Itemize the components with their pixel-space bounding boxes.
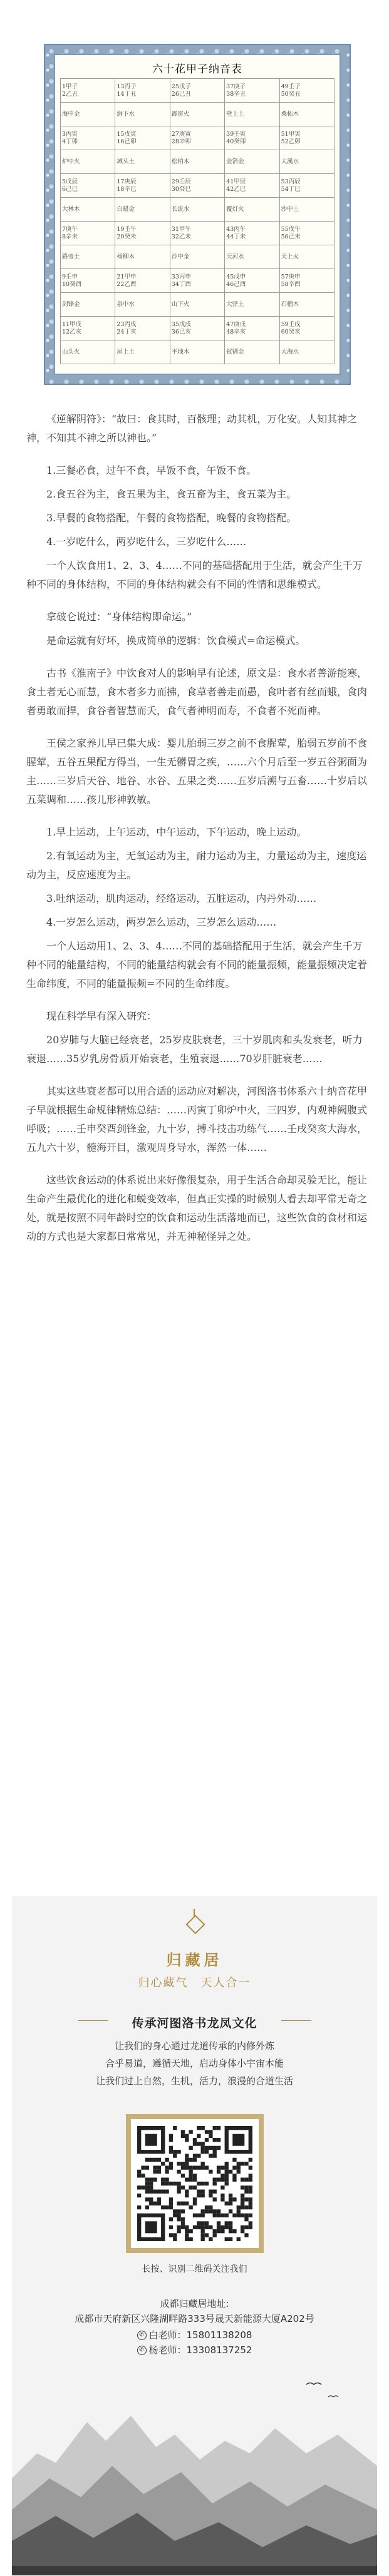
cell-text: 52乙卯 xyxy=(281,138,301,145)
promo-line: 让我们的身心通过龙道传承的内修外炼 xyxy=(114,2040,274,2052)
paragraph: 4.一岁吃什么，两岁吃什么，三岁吃什么…… xyxy=(46,536,247,548)
table-cell xyxy=(170,269,224,293)
brand-logo-icon xyxy=(181,1909,207,1936)
cell-text: 覆灯火 xyxy=(226,205,244,213)
cell-text: 18辛巳 xyxy=(117,185,137,193)
cell-text: 白蜡金 xyxy=(117,205,135,213)
cell-text: 36己亥 xyxy=(171,328,191,335)
paragraph: 1.三餐必食，过午不食，早饭不食，午饭不食。 xyxy=(46,464,257,476)
table-row xyxy=(61,293,335,317)
cell-text: 16己卯 xyxy=(117,138,137,145)
paragraph: 拿破仑说过：“身体结构即命运。” xyxy=(46,611,192,623)
promo-headline: 传承河图洛书龙凤文化 xyxy=(132,2016,257,2030)
cell-text: 海中金 xyxy=(62,110,80,118)
table-cell xyxy=(170,245,224,269)
cell-text: 大溪水 xyxy=(281,158,299,165)
cell-text: 7庚午 xyxy=(62,225,78,233)
paragraph: 2.有氧运动为主，无氧运动为主，耐力运动为主，力量运动为主，速度运动为主，反应速度为主。 xyxy=(26,850,367,881)
nayin-table xyxy=(60,78,335,364)
table-cell xyxy=(170,317,224,340)
table-cell xyxy=(61,269,115,293)
cell-text: 山头火 xyxy=(62,348,80,355)
cell-text: 山下火 xyxy=(171,300,190,308)
paragraph: 是命运就有好坏，换成简单的逻辑：饮食模式=命运模式。 xyxy=(46,635,306,647)
paragraph: 1.早上运动，上午运动，中午运动，下午运动，晚上运动。 xyxy=(46,826,307,838)
cell-text: 大驿土 xyxy=(226,300,244,308)
table-cell xyxy=(115,245,170,269)
paragraph: 古书《淮南子》中饮食对人的影响早有论述，原文是：食水者善游能寒，食土者无心而慧，食木者多力而拂，食草者善走而愚，食叶者有丝而蛾，食肉者勇敢而捍，食谷者智慧而夭，食气者神明而寿，不食者不死而神。 xyxy=(26,667,368,717)
cell-text: 32乙未 xyxy=(171,233,191,240)
table-cell xyxy=(170,340,224,364)
phone-icon: ✆ xyxy=(137,2346,147,2355)
table-cell xyxy=(279,340,334,364)
table-cell xyxy=(279,222,334,245)
paragraph: 一个人饮食用1、2、3、4……不同的基础搭配用于生活，就会产生千万种不同的身体结构，不同的身体结构就会有不同的性情和思维模式。 xyxy=(26,560,363,590)
cell-text: 33丙申 xyxy=(171,273,191,280)
promo-line: 让我们过上自然，生机，活力，浪漫的合道生活 xyxy=(95,2075,293,2087)
cell-text: 30癸巳 xyxy=(171,185,191,193)
table-cell xyxy=(170,174,224,198)
table-cell xyxy=(115,269,170,293)
cell-text: 31甲午 xyxy=(171,225,191,233)
table-cell xyxy=(225,317,279,340)
cell-text: 11甲戌 xyxy=(62,320,82,328)
cell-text: 19壬午 xyxy=(117,225,137,233)
qr-caption: 长按、识别二维码关注我们 xyxy=(142,2264,247,2274)
table-cell xyxy=(279,174,334,198)
cell-text: 44丁未 xyxy=(226,233,246,240)
article-body xyxy=(26,410,368,1260)
cell-text: 杨柳木 xyxy=(117,253,135,260)
cell-text: 47庚戌 xyxy=(226,320,246,328)
table-cell xyxy=(115,317,170,340)
table-row xyxy=(61,198,335,222)
cell-text: 8辛未 xyxy=(62,233,78,240)
cell-text: 25戊子 xyxy=(171,83,191,90)
cell-text: 9壬申 xyxy=(62,273,78,280)
paragraph: 20岁肺与大脑已经衰老，25岁皮肤衰老，三十岁肌肉和头发衰老，听力衰退……35岁乳房骨质开始衰老，生殖衰退……70岁肝脏衰老…… xyxy=(26,1034,363,1065)
cell-text: 42乙巳 xyxy=(226,185,246,193)
table-cell xyxy=(61,293,115,317)
table-cell xyxy=(61,150,115,174)
cell-text: 59壬戌 xyxy=(281,320,301,328)
cell-text: 大海水 xyxy=(281,348,299,355)
cell-text: 沙中土 xyxy=(281,205,299,213)
table-cell xyxy=(225,150,279,174)
cell-text: 泉中水 xyxy=(117,300,135,308)
cell-text: 37庚子 xyxy=(226,83,246,90)
cell-text: 桑柘木 xyxy=(281,110,299,118)
cell-text: 22乙酉 xyxy=(117,280,137,288)
table-cell xyxy=(61,174,115,198)
divider xyxy=(281,2020,311,2021)
qr-code-icon xyxy=(137,2125,252,2242)
table-cell xyxy=(225,293,279,317)
address-text: 成都市天府新区兴隆湖畔路333号晟天新能源大厦A202号 xyxy=(75,2313,314,2324)
table-cell xyxy=(225,245,279,269)
cell-text: 涧下水 xyxy=(117,110,135,118)
table-cell xyxy=(61,340,115,364)
cell-text: 29壬辰 xyxy=(171,178,191,185)
cell-text: 天河水 xyxy=(226,253,244,260)
cell-text: 12乙亥 xyxy=(62,328,82,335)
brand-title: 归藏居 xyxy=(166,1951,223,1969)
contact-phone-text: 杨老师：13308137252 xyxy=(148,2344,252,2356)
cell-text: 屋上土 xyxy=(117,348,135,355)
paragraph: 3.吐纳运动，肌肉运动，经络运动，五脏运动，内丹外动…… xyxy=(46,892,317,904)
cell-text: 10癸酉 xyxy=(62,280,82,288)
paragraph: 现在科学早有深入研究： xyxy=(46,1010,157,1022)
table-cell xyxy=(170,126,224,150)
table-cell xyxy=(115,293,170,317)
cell-text: 26己丑 xyxy=(171,90,191,98)
cell-text: 松柏木 xyxy=(171,158,190,165)
table-cell xyxy=(115,126,170,150)
table-row xyxy=(61,222,335,245)
table-cell xyxy=(225,269,279,293)
paragraph: 4.一岁怎么运动，两岁怎么运动，三岁怎么运动…… xyxy=(46,916,277,928)
table-cell xyxy=(61,317,115,340)
cell-text: 城头土 xyxy=(117,158,135,165)
table-cell xyxy=(279,126,334,150)
address-label: 成都归藏居地址: xyxy=(160,2298,229,2309)
cell-text: 14丁丑 xyxy=(117,90,137,98)
table-cell xyxy=(115,150,170,174)
table-row xyxy=(61,340,335,364)
cell-text: 60癸亥 xyxy=(281,328,301,335)
cell-text: 50癸丑 xyxy=(281,90,301,98)
table-cell xyxy=(225,222,279,245)
cell-text: 58辛酉 xyxy=(281,280,301,288)
table-cell xyxy=(170,150,224,174)
paragraph: 一个人运动用1、2、3、4……不同的基础搭配用于生活，就会产生千万种不同的能量结构，不同的能量结构就会有不同的能量振频，能量振频决定着生命纬度，不同的能量振频=不同的生命纬度。 xyxy=(26,940,368,989)
table-cell xyxy=(225,340,279,364)
cell-text: 23丙戌 xyxy=(117,320,137,328)
paragraph: 2.食五谷为主，食五果为主，食五畜为主，食五菜为主。 xyxy=(46,488,297,500)
cell-text: 57庚申 xyxy=(281,273,301,280)
table-cell xyxy=(115,222,170,245)
cell-text: 54丁巳 xyxy=(281,185,301,193)
promo-footer xyxy=(12,1896,377,2575)
table-cell xyxy=(170,103,224,126)
cell-text: 55戊午 xyxy=(281,225,301,233)
cell-text: 51甲寅 xyxy=(281,130,301,138)
table-cell xyxy=(225,198,279,222)
brand-slogan: 归心藏气 天人合一 xyxy=(138,1976,251,1990)
cell-text: 35戊戌 xyxy=(171,320,191,328)
cell-text: 24丁亥 xyxy=(117,328,137,335)
cell-text: 39壬寅 xyxy=(226,130,246,138)
cell-text: 13丙子 xyxy=(117,83,137,90)
cell-text: 34丁酉 xyxy=(171,280,191,288)
table-cell xyxy=(170,222,224,245)
table-row xyxy=(61,269,335,293)
cell-text: 钗钏金 xyxy=(226,348,244,355)
table-cell xyxy=(61,198,115,222)
cell-text: 大林木 xyxy=(62,205,80,213)
cell-text: 46己酉 xyxy=(226,280,246,288)
paragraph: 《逆解阴符》：“故曰：食其时，百骸理；动其机，万化安。人知其神之神，不知其不神之所以神也。” xyxy=(26,413,358,444)
cell-text: 长流水 xyxy=(171,205,190,213)
nayin-table-wrap xyxy=(54,54,341,375)
cell-text: 17庚辰 xyxy=(117,178,137,185)
phone-icon: ✆ xyxy=(137,2331,147,2340)
cell-text: 平地木 xyxy=(171,348,190,355)
cell-text: 49壬子 xyxy=(281,83,301,90)
cell-text: 3丙寅 xyxy=(62,130,78,138)
table-cell xyxy=(279,150,334,174)
contact-phone[interactable] xyxy=(12,2328,377,2341)
table-cell xyxy=(225,103,279,126)
table-cell xyxy=(225,126,279,150)
cell-text: 霹雳火 xyxy=(171,110,190,118)
table-row xyxy=(61,150,335,174)
table-cell xyxy=(170,79,224,103)
cell-text: 天上火 xyxy=(281,253,299,260)
cell-text: 1甲子 xyxy=(62,83,78,90)
table-row xyxy=(61,103,335,126)
cell-text: 2乙丑 xyxy=(62,90,78,98)
table-row xyxy=(61,79,335,103)
table-cell xyxy=(279,317,334,340)
table-row xyxy=(61,126,335,150)
nayin-table-frame xyxy=(44,44,351,385)
paragraph: 3.早餐的食物搭配，午餐的食物搭配，晚餐的食物搭配。 xyxy=(46,512,297,524)
table-cell xyxy=(61,222,115,245)
table-cell xyxy=(61,126,115,150)
table-cell xyxy=(115,174,170,198)
cell-text: 金箔金 xyxy=(226,158,244,165)
table-row xyxy=(61,317,335,340)
cell-text: 48辛亥 xyxy=(226,328,246,335)
table-cell xyxy=(279,198,334,222)
cell-text: 21甲申 xyxy=(117,273,137,280)
table-cell xyxy=(61,103,115,126)
paragraph: 王侯之家养儿早已集大成：婴儿胎弱三岁之前不食腥荤，胎弱五岁前不食腥荤，五谷五果配方得当，一生无髒胃之疾，……六个月后至一岁五谷粥面为主……三岁后天谷、地谷、水谷、五果之类……五岁后溯与五畜……十岁后以五菜调和……孩儿形神敦敏。 xyxy=(26,737,368,805)
cell-text: 41甲辰 xyxy=(226,178,246,185)
table-cell xyxy=(170,293,224,317)
cell-text: 43丙午 xyxy=(226,225,246,233)
cell-text: 炉中火 xyxy=(62,158,80,165)
table-cell xyxy=(279,79,334,103)
table-cell xyxy=(225,79,279,103)
table-cell xyxy=(115,340,170,364)
cell-text: 28辛卯 xyxy=(171,138,191,145)
table-cell xyxy=(225,174,279,198)
table-cell xyxy=(170,198,224,222)
qr-code[interactable] xyxy=(126,2114,264,2253)
cell-text: 53丙辰 xyxy=(281,178,301,185)
table-cell xyxy=(115,103,170,126)
table-cell xyxy=(279,103,334,126)
table-row xyxy=(61,174,335,198)
cell-text: 45戊申 xyxy=(226,273,246,280)
promo-line: 合乎易道，遵循天地，启动身体小宇宙本能 xyxy=(105,2058,284,2069)
table-cell xyxy=(279,245,334,269)
cell-text: 6己巳 xyxy=(62,185,78,193)
cell-text: 壁上土 xyxy=(226,110,244,118)
table-cell xyxy=(61,245,115,269)
cell-text: 沙中金 xyxy=(171,253,190,260)
table-cell xyxy=(115,79,170,103)
cell-text: 56己未 xyxy=(281,233,301,240)
table-row xyxy=(61,245,335,269)
cell-text: 40癸卯 xyxy=(226,138,246,145)
cell-text: 石榴木 xyxy=(281,300,299,308)
ink-mountain-landscape xyxy=(12,2359,377,2575)
cell-text: 5戊辰 xyxy=(62,178,78,185)
table-cell xyxy=(279,269,334,293)
cell-text: 15戊寅 xyxy=(117,130,137,138)
contact-phone[interactable] xyxy=(12,2343,377,2356)
cell-text: 剑锋金 xyxy=(62,300,80,308)
cell-text: 38辛丑 xyxy=(226,90,246,98)
paragraph: 其实这些衰老都可以用合适的运动应对解决，河图洛书体系六十纳音花甲子早就根据生命规律精炼总结：……丙寅丁卯炉中火，三四岁，内观神阙腹式呼吸；……壬申癸酉剑锋金，九十岁，搏斗技击功练气……壬戌癸亥大海水，五九六十岁，髓海开目，激观周身导水，浑然一体…… xyxy=(26,1085,368,1153)
table-cell xyxy=(61,79,115,103)
cell-text: 路旁土 xyxy=(62,253,80,260)
cell-text: 20癸未 xyxy=(117,233,137,240)
table-cell xyxy=(279,293,334,317)
contact-phone-text: 白老师：15801138208 xyxy=(148,2329,252,2341)
paragraph: 这些饮食运动的体系说出来好像很复杂，用于生活合命却灵验无比，能让生命产生最优化的进化和蜕变效率，但真正实操的时候别人看去却平常无奇之处，就是按照不同年龄时空的饮食和运动生活落地而已，这些饮食的食材和运动的方式也是大家都日常常见，并无神秘怪异之处。 xyxy=(26,1174,368,1242)
cell-text: 27庚寅 xyxy=(171,130,191,138)
cell-text: 4丁卯 xyxy=(62,138,78,145)
table-title: 六十花甲子纳音表 xyxy=(152,63,242,76)
table-cell xyxy=(115,198,170,222)
